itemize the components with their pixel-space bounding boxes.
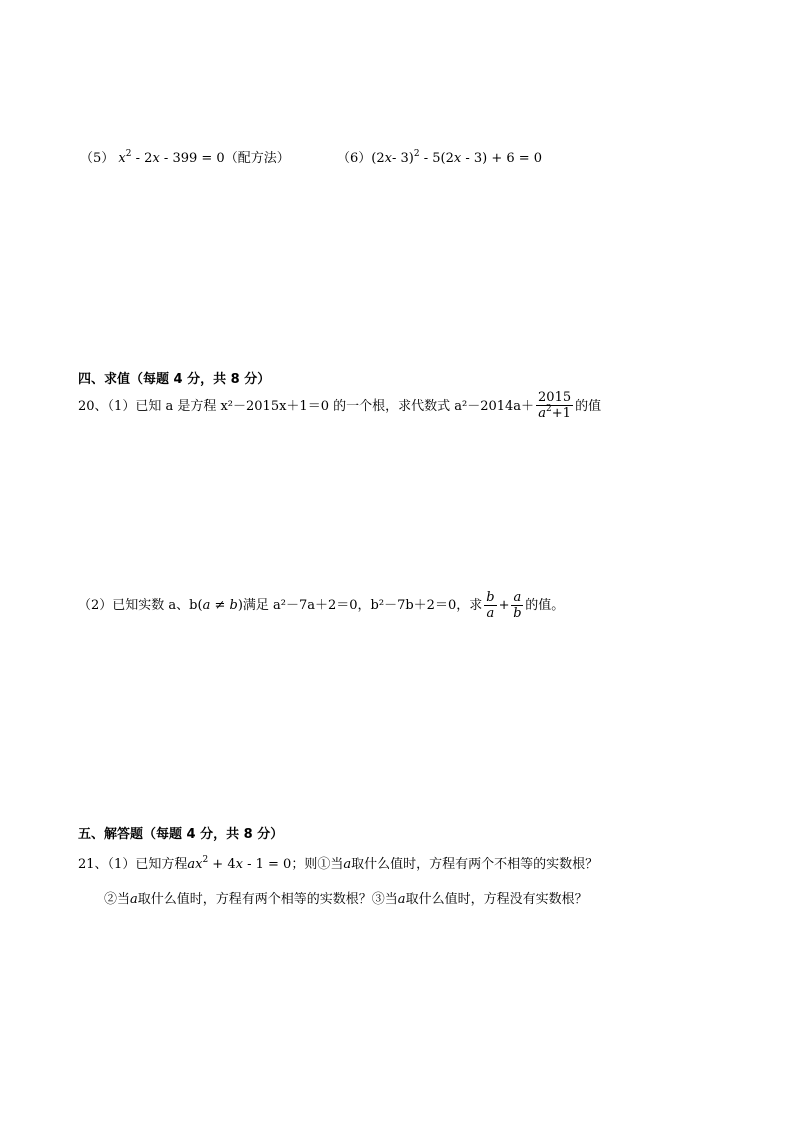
question-text: 21、（1）已知方程 <box>78 857 188 872</box>
fraction-denominator <box>536 406 573 423</box>
term: - 3) <box>391 151 414 166</box>
fraction-denominator: b <box>513 606 522 621</box>
term: +1 <box>551 406 571 421</box>
question-suffix: 取什么值时，方程没有实数根？ <box>405 892 588 907</box>
term: - 399 = 0（配方法） <box>163 151 290 166</box>
term: + 4 <box>208 857 236 872</box>
exponent: 2 <box>546 404 552 414</box>
var-x: x <box>118 151 126 166</box>
problem-5-label: （5） <box>80 151 115 166</box>
var-x: x <box>453 151 462 166</box>
question-20-2 <box>78 589 564 623</box>
fraction-numerator: 2015 <box>538 390 572 405</box>
exponent: 2 <box>125 149 132 159</box>
exponent: 2 <box>413 149 420 159</box>
question-20-1 <box>78 390 601 424</box>
var-a: a <box>202 598 211 613</box>
not-equal: ≠ <box>210 598 230 613</box>
var-a: a <box>187 857 196 872</box>
fraction-b-over-a <box>484 590 496 621</box>
fraction-a-over-b <box>511 590 523 621</box>
term: - 2 <box>135 151 153 166</box>
question-text: ②当 <box>104 892 131 907</box>
question-text: （2）已知实数 a、b( <box>78 598 203 613</box>
var-x: x <box>384 151 392 166</box>
problem-6-label: （6） <box>337 151 372 166</box>
fraction-denominator: a <box>486 606 495 621</box>
var-a: a <box>397 892 406 907</box>
term: (2 <box>371 151 385 166</box>
term: - 5(2 <box>423 151 454 166</box>
var-b: b <box>229 598 238 613</box>
question-21-line-1 <box>78 857 598 874</box>
question-text: 20、（1）已知 a 是方程 x²－2015x＋1＝0 的一个根，求代数式 a²－2014a＋ <box>78 399 535 414</box>
question-suffix: 的值。 <box>525 598 565 613</box>
problem-5 <box>80 151 290 168</box>
fraction-numerator: a <box>513 590 522 605</box>
question-suffix: 的值 <box>575 399 602 414</box>
fraction-2015 <box>536 390 573 423</box>
section-5-heading: 五、解答题（每题 4 分，共 8 分） <box>78 827 284 842</box>
plus-sign: + <box>498 598 510 613</box>
section-4-heading: 四、求值（每题 4 分，共 8 分） <box>78 372 271 387</box>
term: - 3) + 6 = 0 <box>465 151 543 166</box>
question-text: - 1 = 0；则①当 <box>247 857 344 872</box>
question-suffix: 取什么值时，方程有两个不相等的实数根？ <box>351 857 599 872</box>
var-x: x <box>235 857 243 872</box>
exponent: 2 <box>202 855 209 865</box>
fraction-numerator: b <box>486 590 495 605</box>
var-a: a <box>130 892 138 907</box>
var-x: x <box>152 151 160 166</box>
var-a: a <box>538 406 546 421</box>
question-21-line-2 <box>104 892 588 908</box>
var-a: a <box>343 857 352 872</box>
question-text: )满足 a²－7a＋2＝0，b²－7b＋2＝0，求 <box>237 598 483 613</box>
problem-6 <box>337 151 542 168</box>
question-text: 取什么值时，方程有两个相等的实数根？③当 <box>137 892 398 907</box>
var-x: x <box>195 857 203 872</box>
